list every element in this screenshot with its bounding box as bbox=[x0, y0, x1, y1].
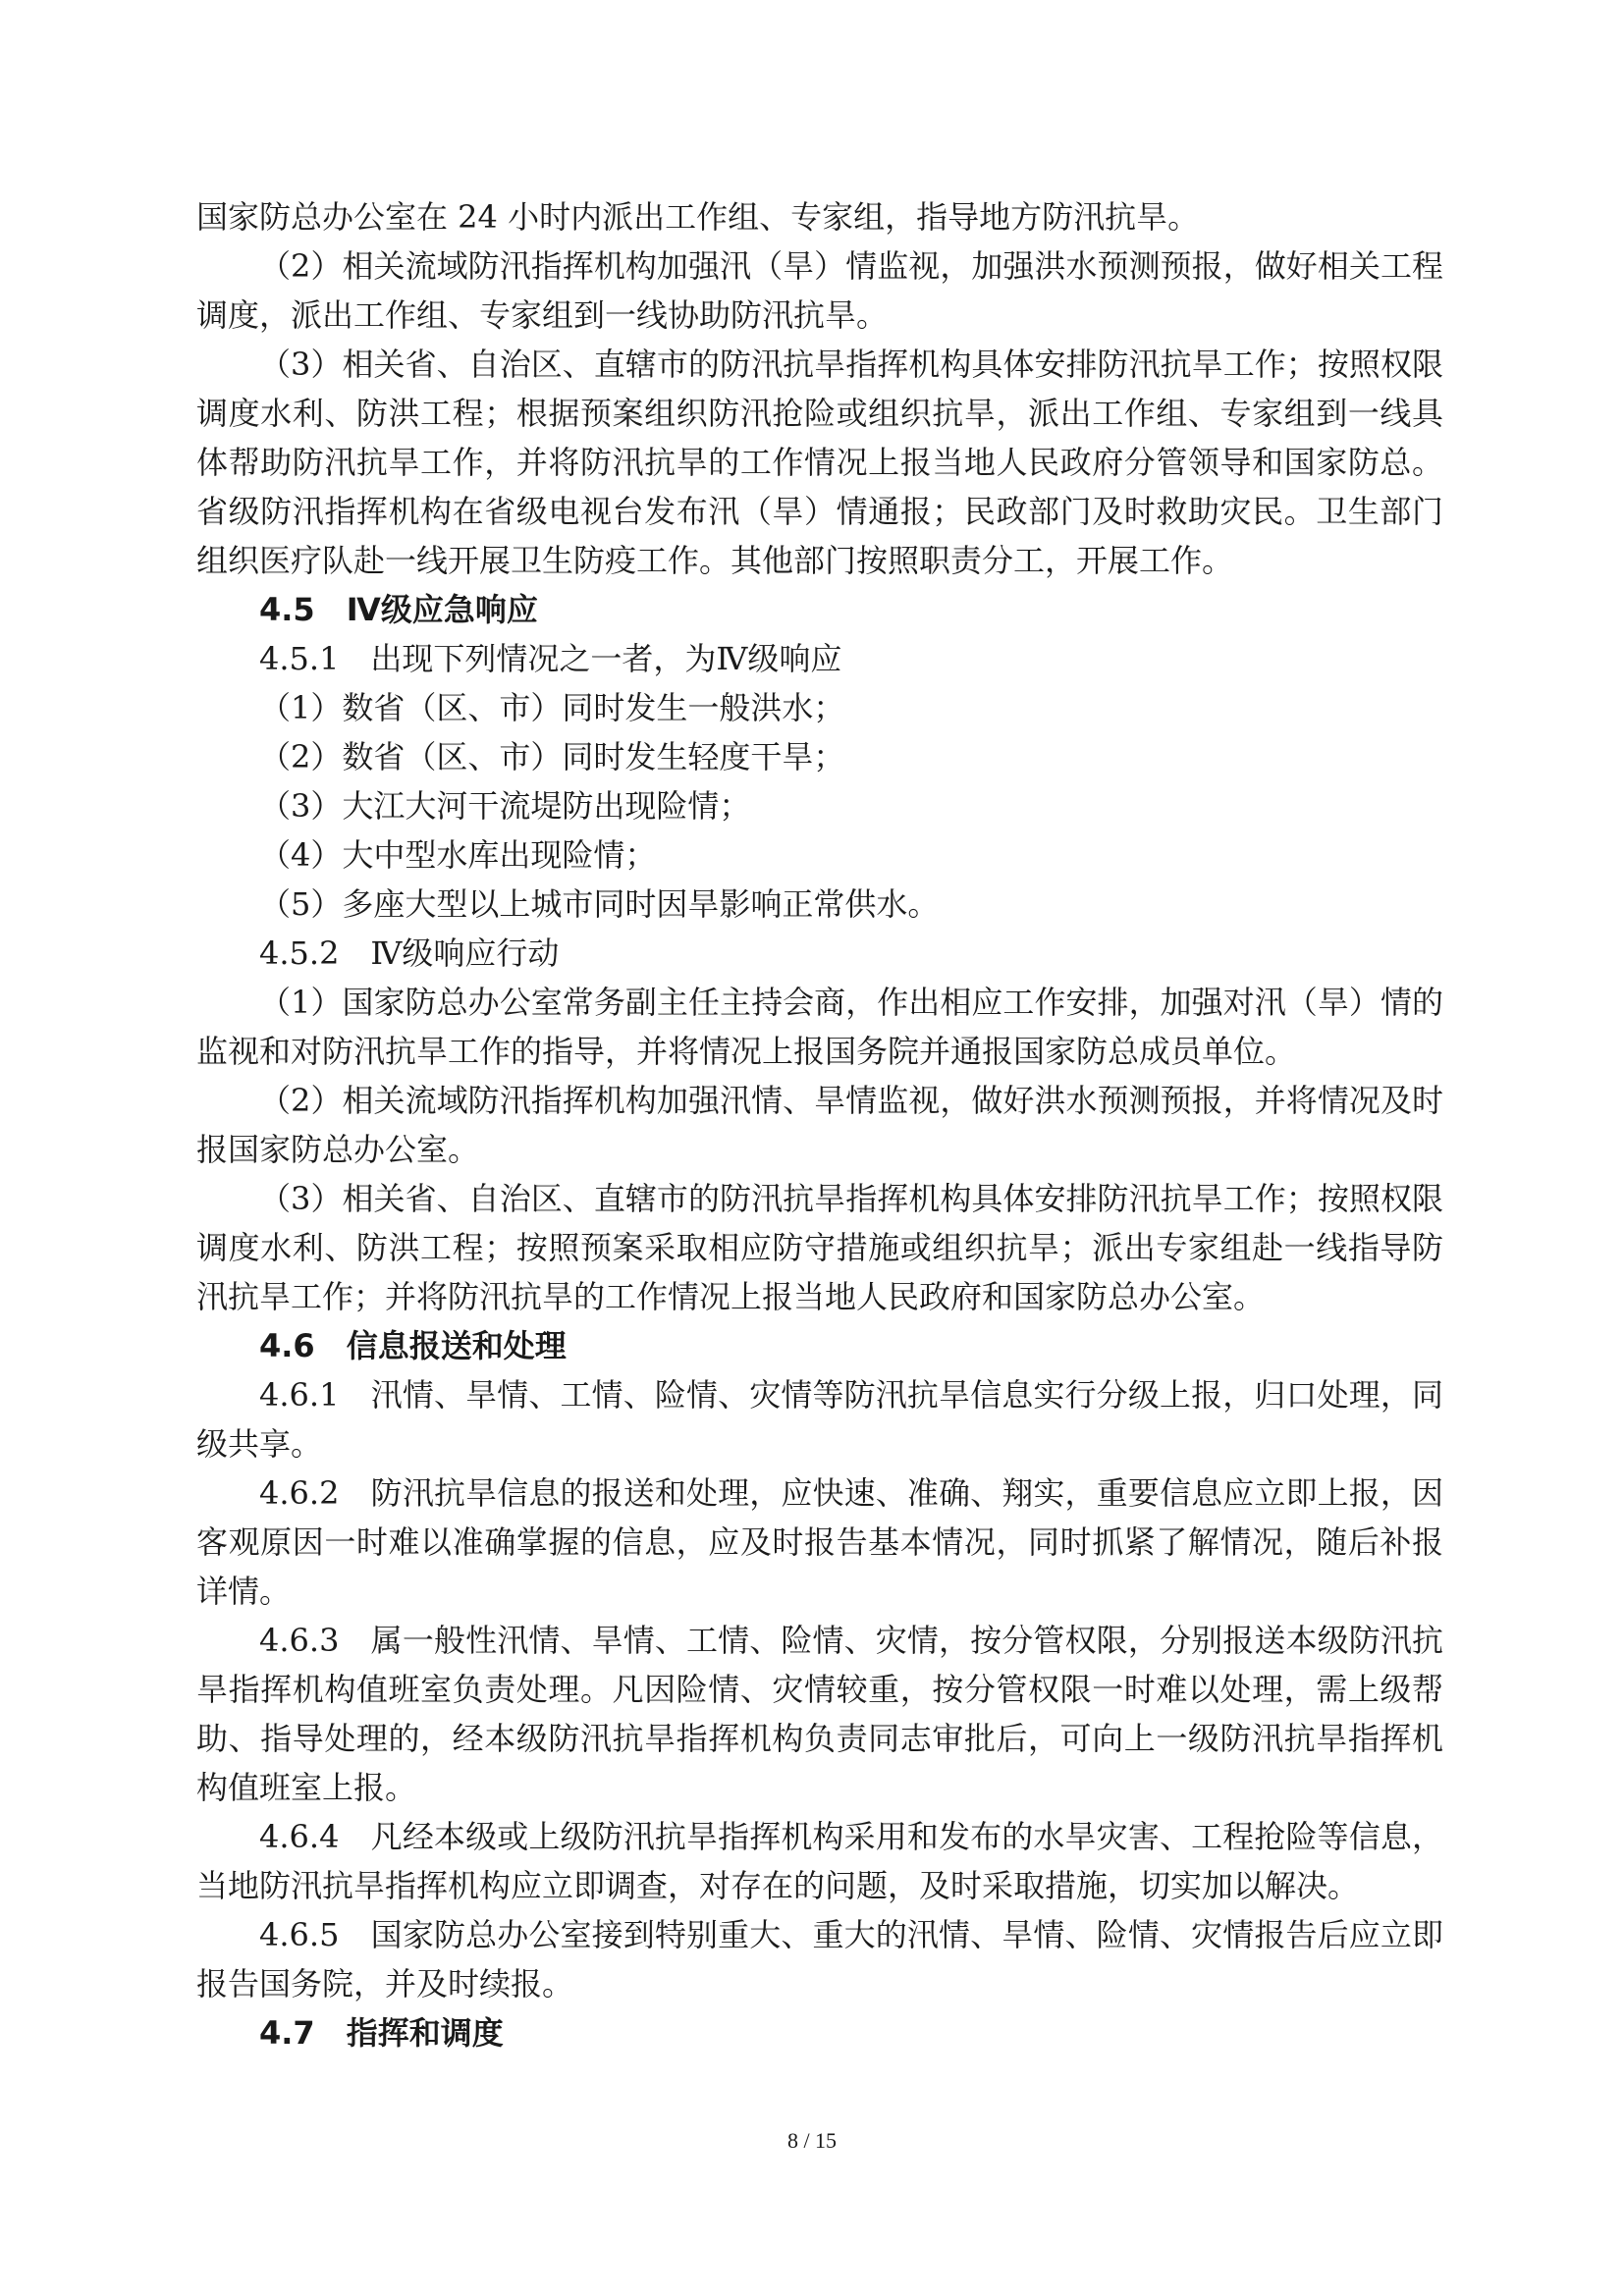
paragraph-4-5-1: 4.5.1 出现下列情况之一者，为Ⅳ级响应 bbox=[259, 640, 842, 677]
paragraph-4-6-3: 4.6.3 属一般性汛情、旱情、工情、险情、灾情，按分管权限，分别报送本级防汛抗旱指挥机构值班室负责处理。凡因险情、灾情较重，按分管权限一时难以处理，需上级帮助、指导处理的，经本级防汛抗旱指挥机构负责同志审批后，可向上一级防汛抗旱指挥机构值班室上报。 bbox=[196, 1622, 1443, 1806]
paragraph-province-action: （3）相关省、自治区、直辖市的防汛抗旱指挥机构具体安排防汛抗旱工作；按照权限调度水利、防洪工程；根据预案组织防汛抢险或组织抗旱，派出工作组、专家组到一线具体帮助防汛抗旱工作，并将防汛抗旱的工作情况上报当地人民政府分管领导和国家防总。省级防汛指挥机构在省级电视台发布汛（旱）情通报；民政部门及时救助灾民。卫生部门组织医疗队赴一线开展卫生防疫工作。其他部门按照职责分工，开展工作。 bbox=[196, 346, 1443, 579]
heading-4-5: 4.5 Ⅳ级应急响应 bbox=[259, 591, 538, 628]
paragraph-4-6-2: 4.6.2 防汛抗旱信息的报送和处理，应快速、准确、翔实，重要信息应立即上报，因客观原因一时难以准确掌握的信息，应及时报告基本情况，同时抓紧了解情况，随后补报详情。 bbox=[196, 1474, 1443, 1610]
paragraph-iv-action-2: （2）相关流域防汛指挥机构加强汛情、旱情监视，做好洪水预测预报，并将情况及时报国家防总办公室。 bbox=[196, 1082, 1443, 1168]
paragraph-basin-agency-action: （2）相关流域防汛指挥机构加强汛（旱）情监视，加强洪水预测预报，做好相关工程调度，派出工作组、专家组到一线协助防汛抗旱。 bbox=[196, 247, 1443, 334]
paragraph-4-5-2: 4.5.2 Ⅳ级响应行动 bbox=[259, 934, 560, 972]
paragraph-4-6-4: 4.6.4 凡经本级或上级防汛抗旱指挥机构采用和发布的水旱灾害、工程抢险等信息，当地防汛抗旱指挥机构应立即调查，对存在的问题，及时采取措施，切实加以解决。 bbox=[196, 1818, 1443, 1904]
heading-4-6: 4.6 信息报送和处理 bbox=[259, 1327, 567, 1364]
paragraph-4-6-5: 4.6.5 国家防总办公室接到特别重大、重大的汛情、旱情、险情、灾情报告后应立即报告国务院，并及时续报。 bbox=[196, 1916, 1443, 2002]
list-item-2: （2）数省（区、市）同时发生轻度干旱； bbox=[259, 738, 845, 775]
page-number: 8 / 15 bbox=[786, 2128, 838, 2153]
paragraph-iv-action-3: （3）相关省、自治区、直辖市的防汛抗旱指挥机构具体安排防汛抗旱工作；按照权限调度水利、防洪工程；按照预案采取相应防守措施或组织抗旱；派出专家组赴一线指导防汛抗旱工作；并将防汛抗旱的工作情况上报当地人民政府和国家防总办公室。 bbox=[196, 1180, 1443, 1315]
list-item-3: （3）大江大河干流堤防出现险情； bbox=[259, 787, 751, 825]
heading-4-7: 4.7 指挥和调度 bbox=[259, 2014, 504, 2052]
paragraph-4-6-1: 4.6.1 汛情、旱情、工情、险情、灾情等防汛抗旱信息实行分级上报，归口处理，同级共享。 bbox=[196, 1376, 1443, 1463]
list-item-4: （4）大中型水库出现险情； bbox=[259, 836, 657, 874]
list-item-1: （1）数省（区、市）同时发生一般洪水； bbox=[259, 689, 845, 726]
list-item-5: （5）多座大型以上城市同时因旱影响正常供水。 bbox=[259, 885, 940, 923]
document-body bbox=[196, 192, 1443, 2057]
paragraph-continuation: 国家防总办公室在 24 小时内派出工作组、专家组，指导地方防汛抗旱。 bbox=[196, 198, 1200, 236]
paragraph-iv-action-1: （1）国家防总办公室常务副主任主持会商，作出相应工作安排，加强对汛（旱）情的监视和对防汛抗旱工作的指导，并将情况上报国务院并通报国家防总成员单位。 bbox=[196, 984, 1443, 1070]
